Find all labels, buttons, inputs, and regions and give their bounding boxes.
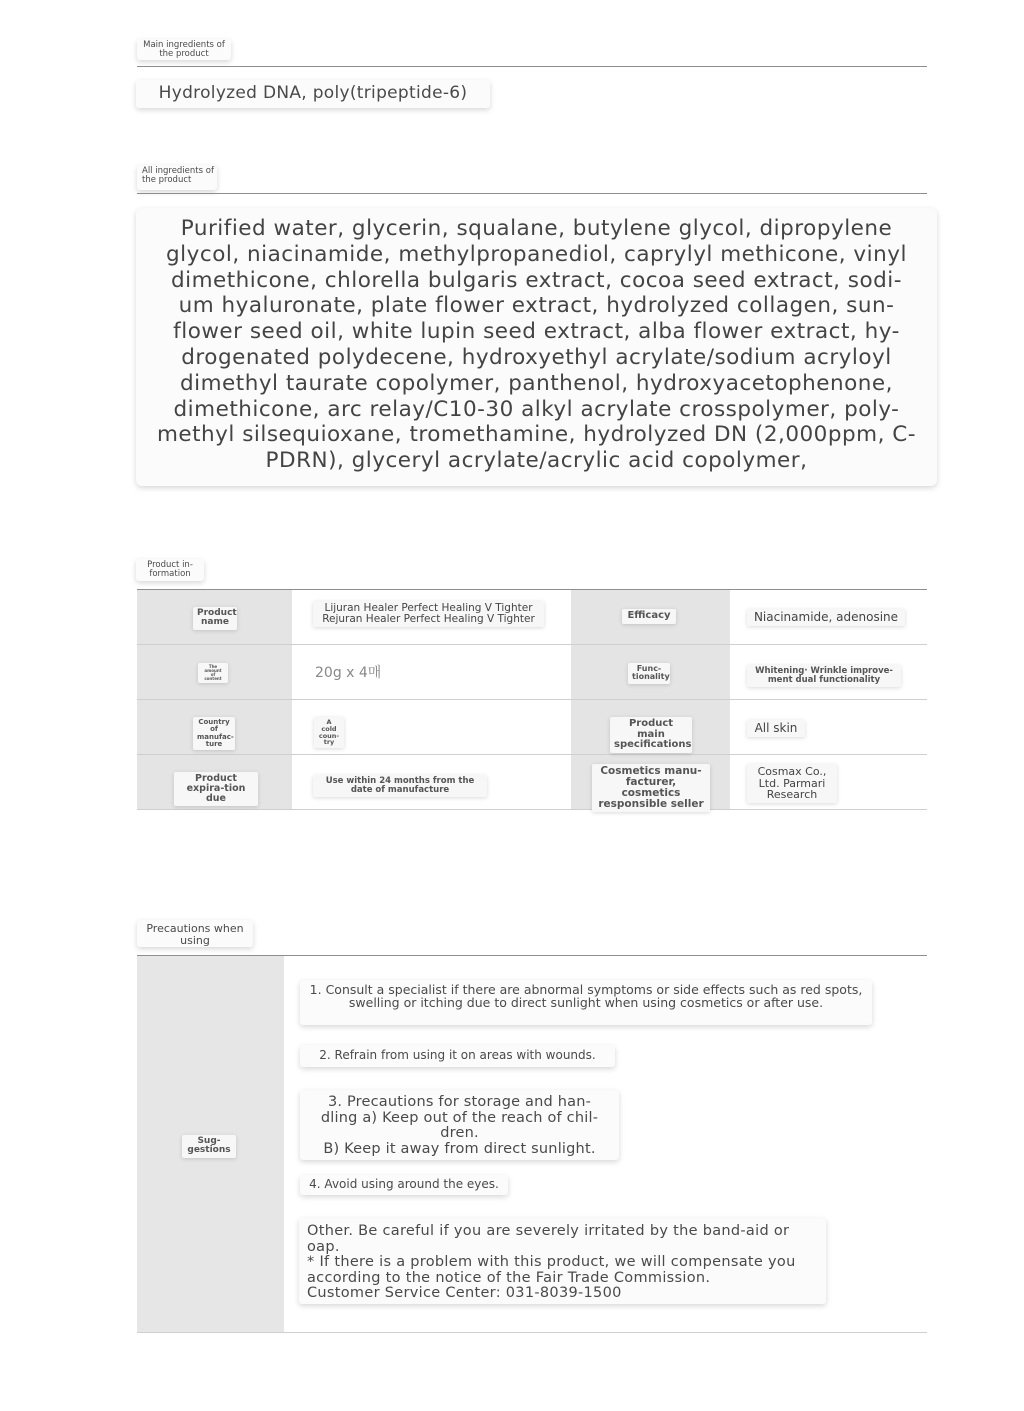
precautions-label: Precautions when using <box>137 920 253 947</box>
all-ingredients-text: Purified water, glycerin, squalane, butylene glycol, dipropylene glycol, niacinamide, methylpropanediol, caprylyl methicone, vinyl dimethicone, chlorella bulgaris extract, cocoa seed extract, sodi-um hyaluronate, plate flower extract, hydrolyzed collagen, sun-flower seed oil, white lupin seed extract, alba flower extract, hy-drogenated polydecene, hydroxyethyl acrylate/sodium acryloyl dimethyl taurate copolymer, panthenol, hydroxyacetophenone, dimethicone, arc relay/C10-30 alkyl acrylate crosspolymer, poly-methyl silsequioxane, tromethamine, hydrolyzed DN (2,000ppm, C-PDRN), glyceryl acrylate/acrylic acid copolymer, <box>136 208 937 486</box>
product-name-value: Lijuran Healer Perfect Healing V Tighter Rejuran Healer Perfect Healing V Tighter <box>313 601 544 627</box>
expiration-label: Product expira-tion due <box>174 772 258 806</box>
functionality-value: Whitening· Wrinkle improve-ment dual functionality <box>747 665 901 687</box>
precaution-item-1: 1. Consult a specialist if there are abnormal symptoms or side effects such as red spots, swelling or itching due to direct sunlight when using cosmetics or after use. <box>300 980 872 1025</box>
content-amount-label: The amount of content <box>198 663 228 683</box>
country-value: A cold coun-try <box>314 717 344 748</box>
manufacturer-label: Cosmetics manu-facturer, cosmetics responsible seller <box>592 764 710 812</box>
precaution-item-2: 2. Refrain from using it on areas with wounds. <box>300 1045 615 1067</box>
efficacy-value: Niacinamide, adenosine <box>747 609 905 626</box>
main-ingredients-label: Main ingredients of the product <box>137 39 231 60</box>
expiration-value: Use within 24 months from the date of manufacture <box>313 775 487 797</box>
product-info-label: Product in-formation <box>136 559 204 581</box>
suggestions-label: Sug-gestions <box>182 1135 236 1158</box>
functionality-label: Func-tionality <box>628 663 670 684</box>
specifications-label: Product main specifications <box>610 717 692 753</box>
precaution-item-4: 4. Avoid using around the eyes. <box>300 1175 508 1195</box>
precaution-other: Other. Be careful if you are severely irritated by the band-aid or oap. * If there is a problem with this product, we will compensate you according to the notice of the Fair Trade Commission. Customer Service Center: 031-8039-1500 <box>299 1218 826 1304</box>
main-ingredients-value: Hydrolyzed DNA, poly(tripeptide-6) <box>136 80 490 108</box>
divider <box>137 193 927 194</box>
content-amount-value: 20g x 4매 <box>315 665 382 681</box>
efficacy-label: Efficacy <box>622 609 676 624</box>
product-name-label: Product name <box>193 607 237 630</box>
all-ingredients-label: All ingredients of the product <box>137 165 217 190</box>
divider <box>137 66 927 67</box>
manufacturer-value: Cosmax Co., Ltd. Parmari Research <box>747 764 837 803</box>
specifications-value: All skin <box>747 720 805 737</box>
precaution-item-3: 3. Precautions for storage and han-dling a) Keep out of the reach of chil-dren. B) Keep it away from direct sunlight. <box>300 1090 619 1160</box>
country-label: Country of manufac-ture <box>193 717 235 750</box>
